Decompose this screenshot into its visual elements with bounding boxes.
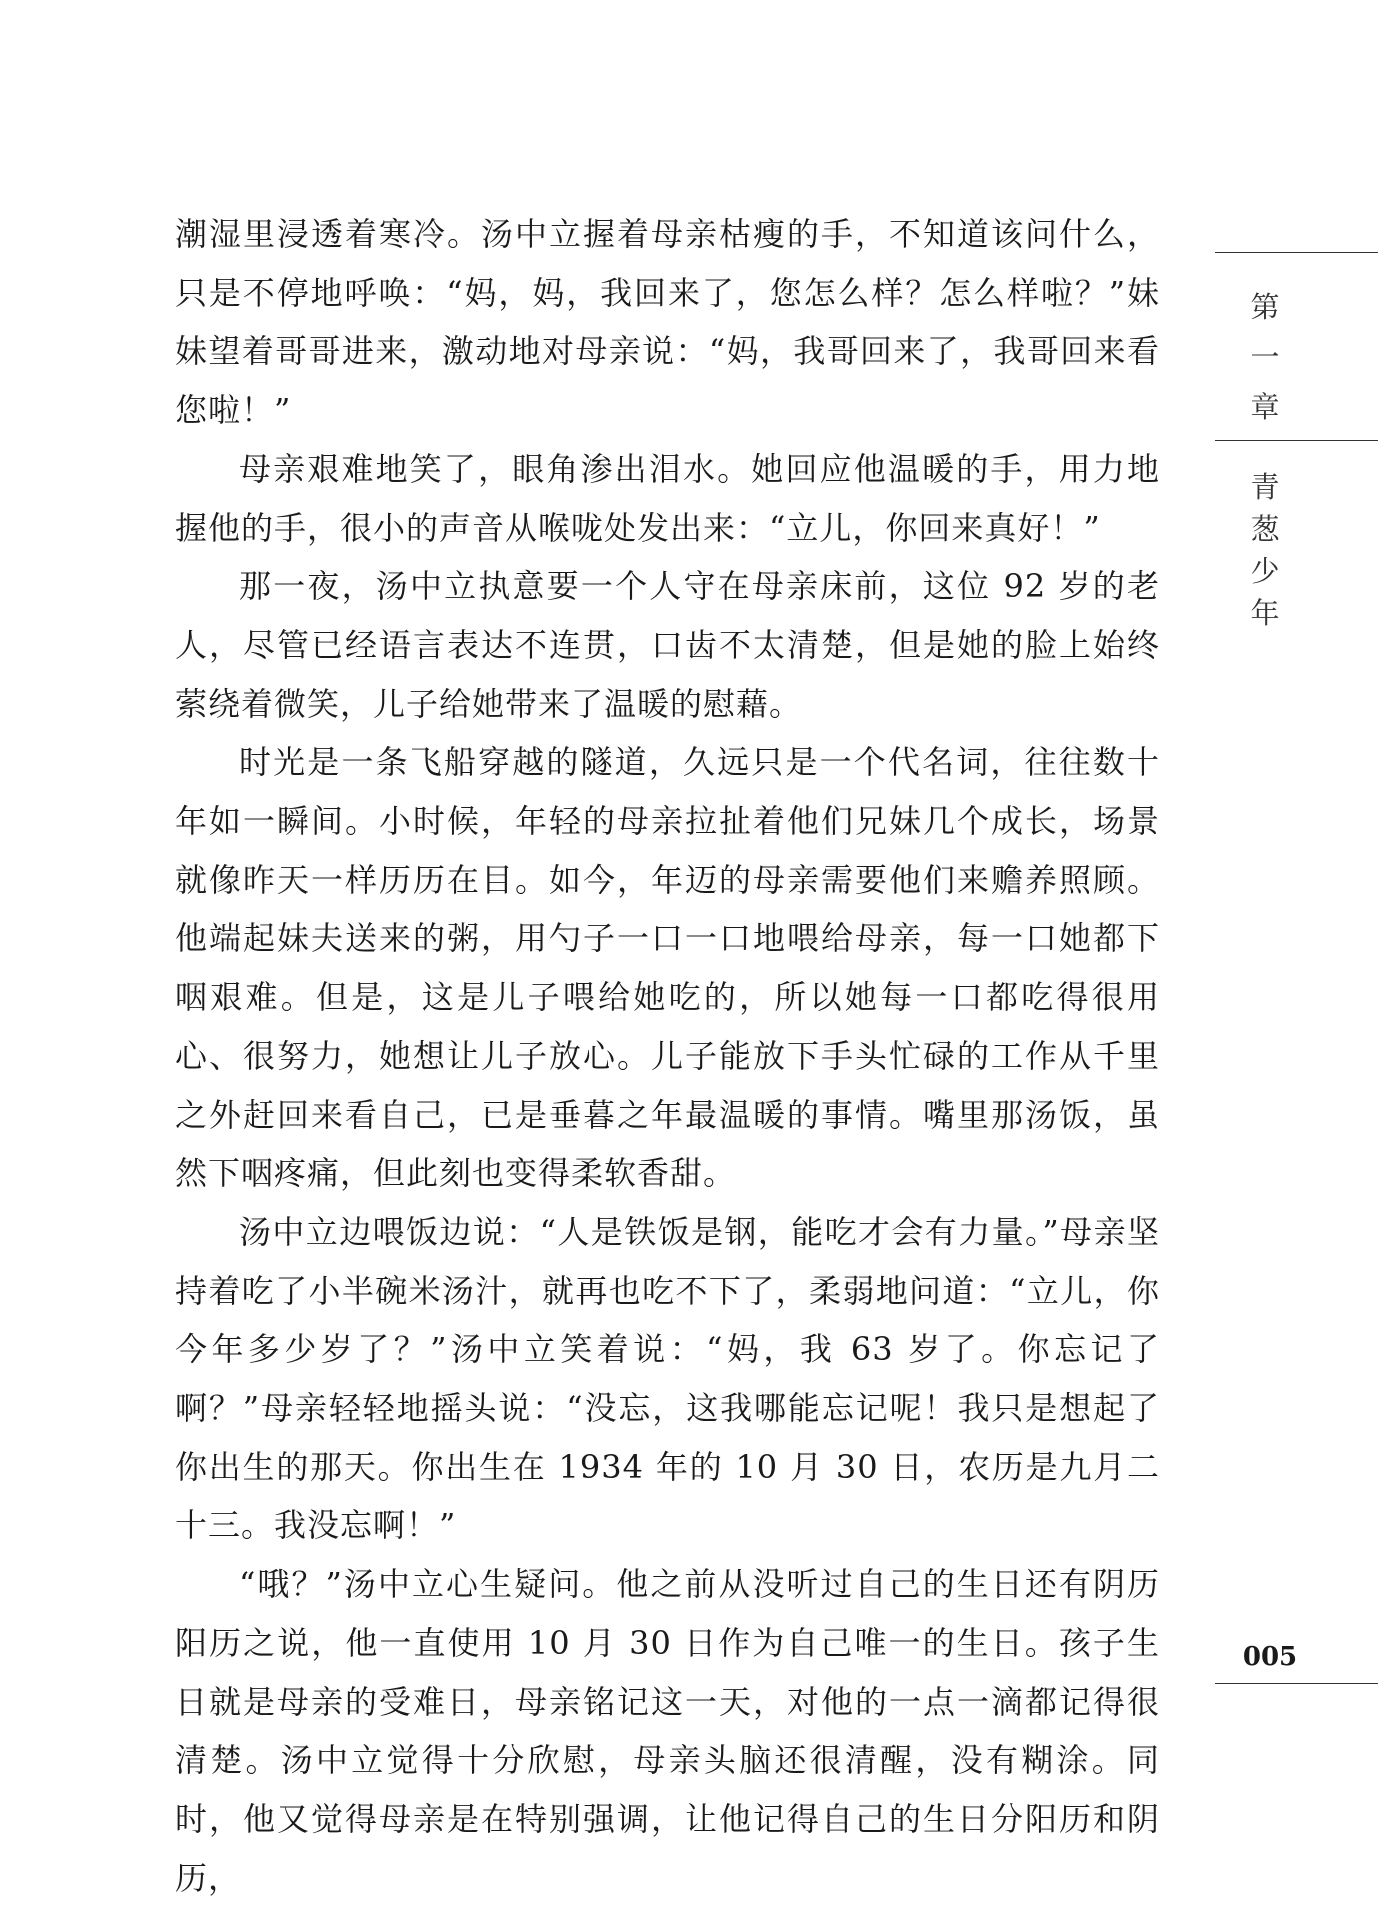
body-text [175, 205, 1160, 1907]
section-char: 年 [1250, 596, 1280, 630]
paragraph: 那一夜，汤中立执意要一个人守在母亲床前，这位 92 岁的老人，尽管已经语言表达不连贯，口齿不太清楚，但是她的脸上始终萦绕着微笑，儿子给她带来了温暖的慰藉。 [175, 567, 1160, 723]
paragraph: 汤中立边喂饭边说：“人是铁饭是钢，能吃才会有力量。”母亲坚持着吃了小半碗米汤汁，就再也吃不下了，柔弱地问道：“立儿，你今年多少岁了？”汤中立笑着说：“妈，我 63 岁了。你忘记了啊？”母亲轻轻地摇头说：“没忘，这我哪能忘记呢！我只是想起了你出生的那天。你出生在 1934 年的 10 月 30 日，农历是九月二十三。我没忘啊！” [175, 1212, 1160, 1545]
paragraph: “哦？”汤中立心生疑问。他之前从没听过自己的生日还有阴历阳历之说，他一直使用 10 月 30 日作为自己唯一的生日。孩子生日就是母亲的受难日，母亲铭记这一天，对他的一点一滴都记得很清楚。汤中立觉得十分欣慰，母亲头脑还很清醒，没有糊涂。同时，他又觉得母亲是在特别强调，让他记得自己的生日分阳历和阴历， [175, 1565, 1160, 1897]
section-char: 少 [1250, 554, 1280, 588]
section-label [1243, 466, 1287, 634]
page-number: 005 [1242, 1642, 1298, 1672]
sidebar-middle-rule [1215, 440, 1378, 441]
sidebar-top-rule [1215, 252, 1378, 253]
paragraph: 时光是一条飞船穿越的隧道，久远只是一个代名词，往往数十年如一瞬间。小时候，年轻的母亲拉扯着他们兄妹几个成长，场景就像昨天一样历历在目。如今，年迈的母亲需要他们来赡养照顾。他端起妹夫送来的粥，用勺子一口一口地喂给母亲，每一口她都下咽艰难。但是，这是儿子喂给她吃的，所以她每一口都吃得很用心、很努力，她想让儿子放心。儿子能放下手头忙碌的工作从千里之外赶回来看自己，已是垂暮之年最温暖的事情。嘴里那汤饭，虽然下咽疼痛，但此刻也变得柔软香甜。 [175, 743, 1160, 1193]
section-char: 青 [1250, 470, 1280, 504]
chapter-char: 章 [1250, 390, 1280, 424]
paragraph: 潮湿里浸透着寒冷。汤中立握着母亲枯瘦的手，不知道该问什么，只是不停地呼唤：“妈，妈，我回来了，您怎么样？怎么样啦？”妹妹望着哥哥进来，激动地对母亲说：“妈，我哥回来了，我哥回来看您啦！” [175, 215, 1160, 430]
chapter-char: 第 [1250, 290, 1280, 324]
page-number-rule [1215, 1683, 1378, 1684]
chapter-label [1243, 282, 1287, 432]
paragraph: 母亲艰难地笑了，眼角渗出泪水。她回应他温暖的手，用力地握他的手，很小的声音从喉咙处发出来：“立儿，你回来真好！” [175, 449, 1160, 547]
chapter-char: 一 [1250, 340, 1280, 374]
section-char: 葱 [1250, 512, 1280, 546]
